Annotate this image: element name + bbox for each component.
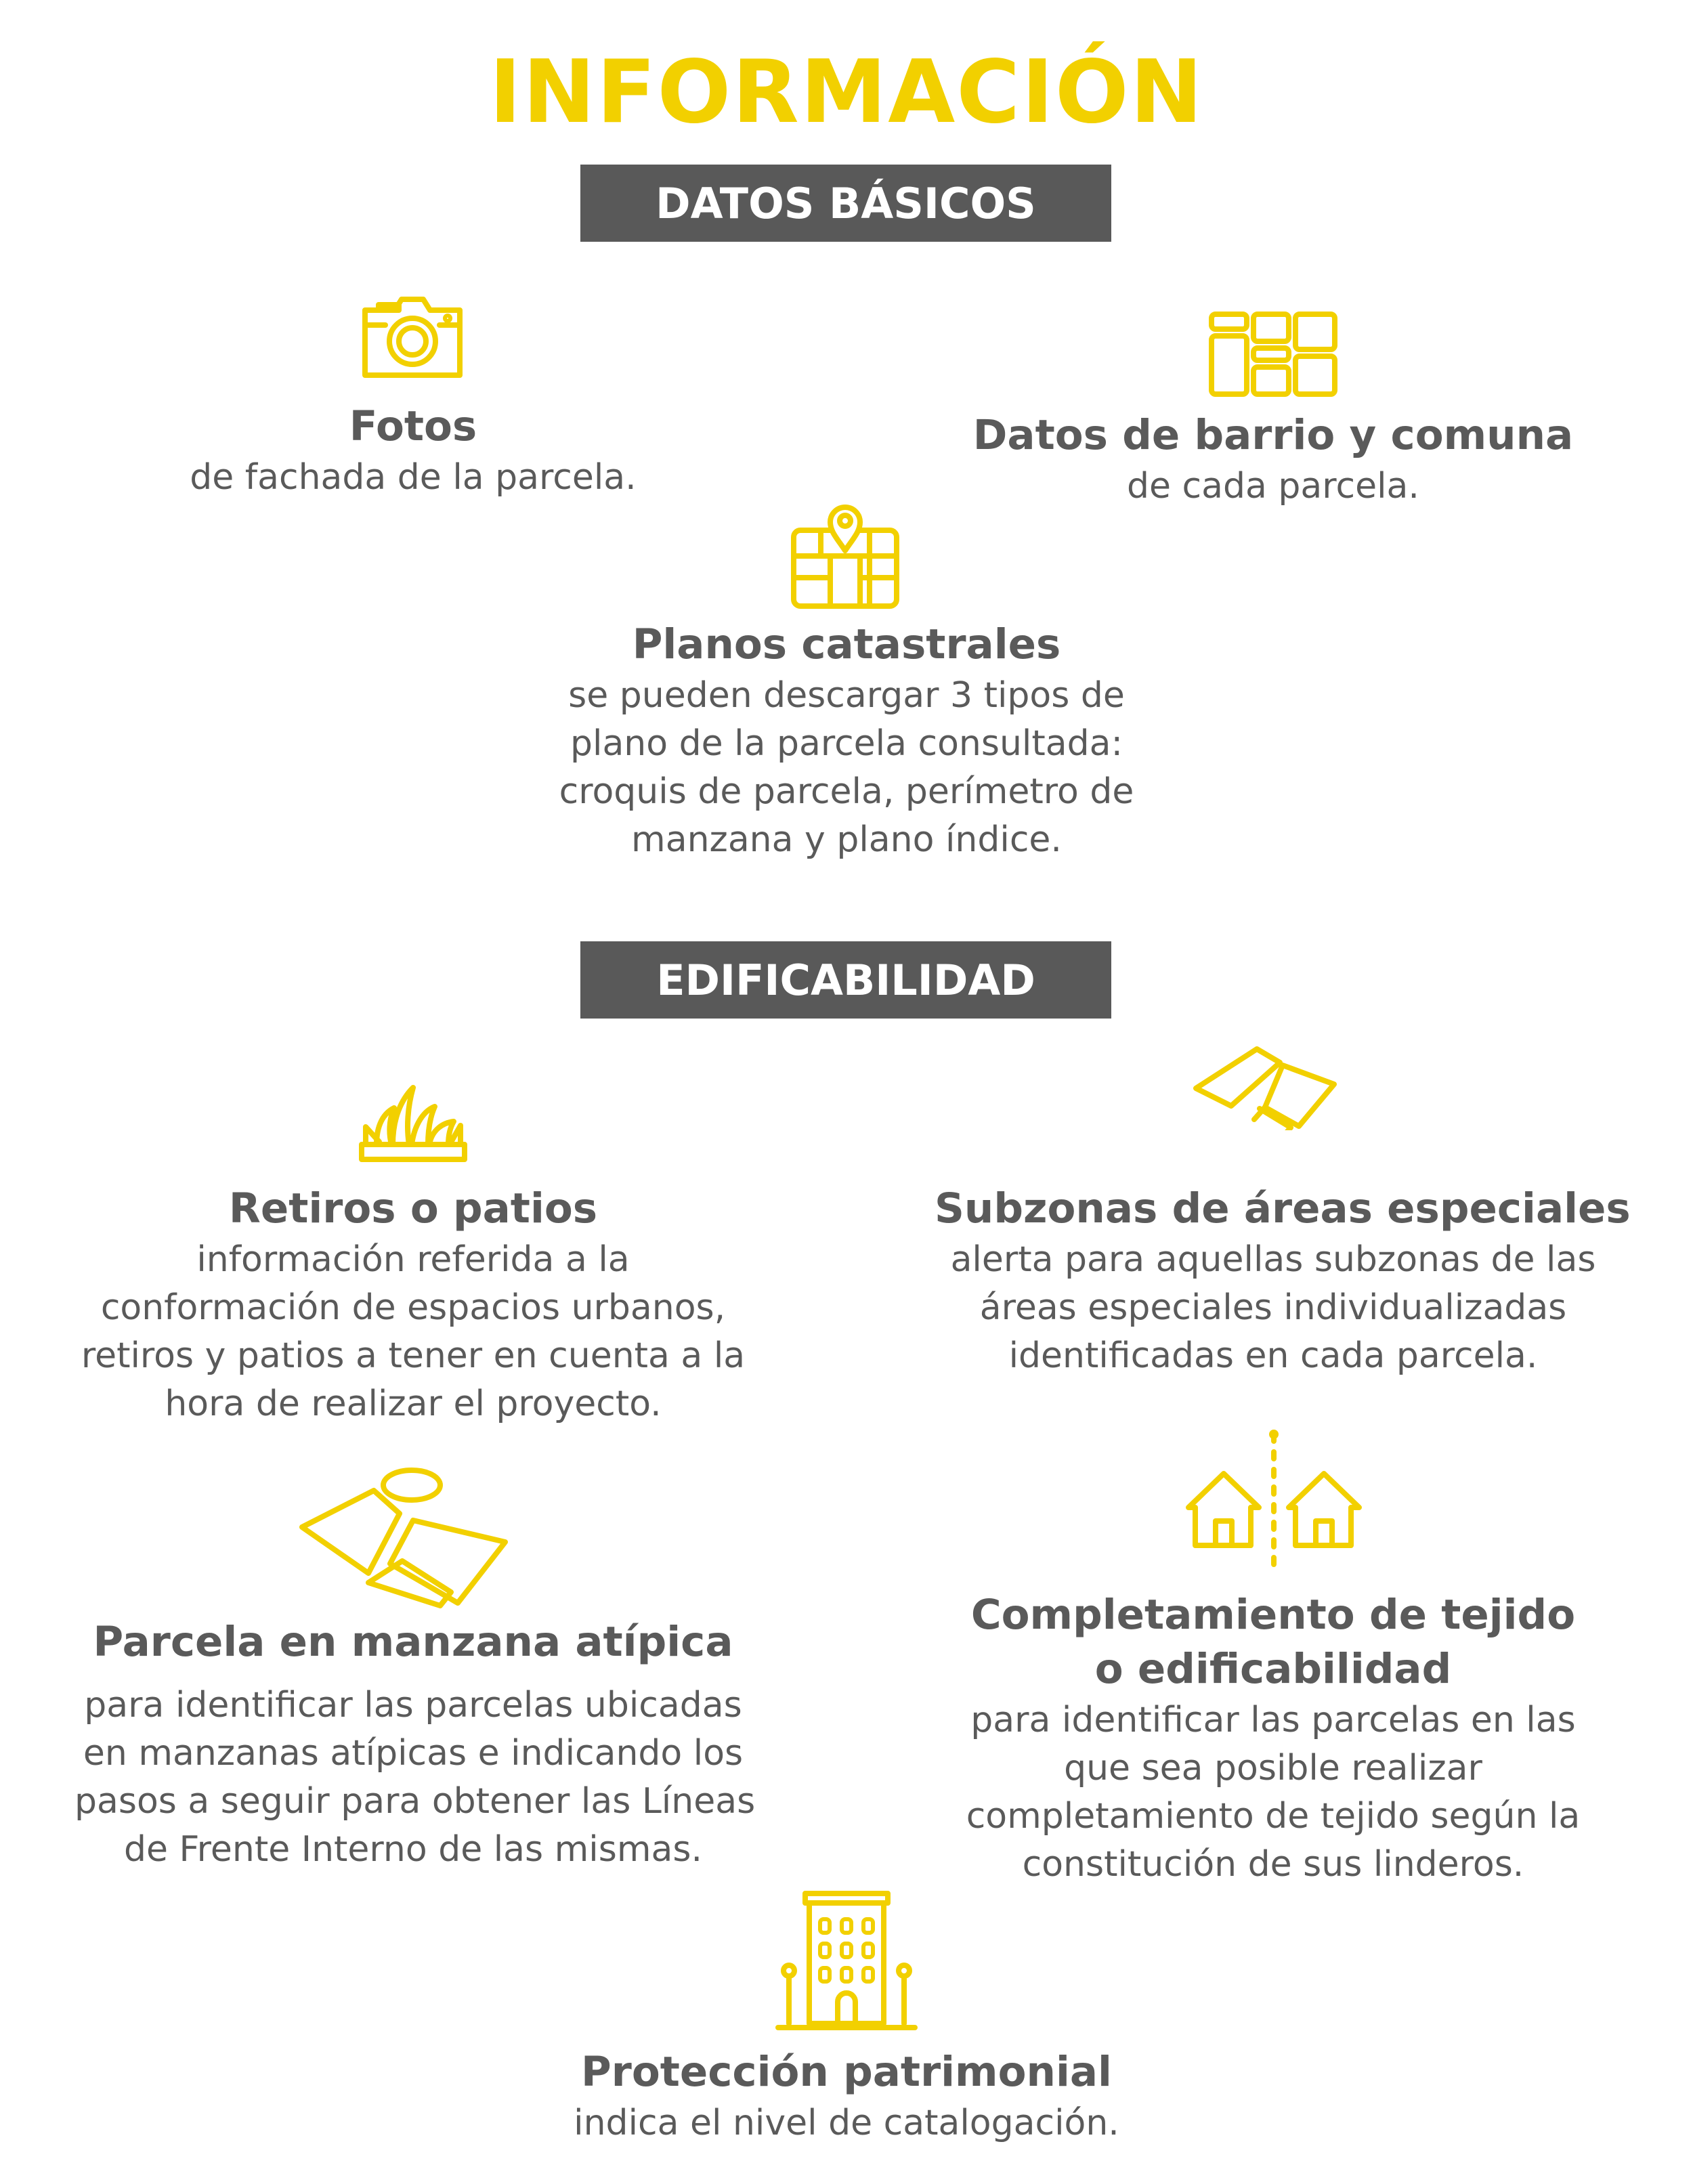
item-description bbox=[935, 1696, 1612, 1889]
description-line: indica el nivel de catalogación. bbox=[574, 2103, 1119, 2143]
description-line: identificadas en cada parcela. bbox=[1008, 1335, 1538, 1376]
item-title: Retiros o patios bbox=[228, 1184, 598, 1233]
description-line: alerta para aquellas subzonas de las bbox=[950, 1239, 1596, 1280]
item-description bbox=[935, 1236, 1612, 1380]
description-line: información referida a la bbox=[196, 1239, 630, 1280]
description-line: completamiento de tejido según la bbox=[966, 1796, 1581, 1837]
description-line: plano de la parcela consultada: bbox=[570, 723, 1123, 764]
description-line: conformación de espacios urbanos, bbox=[100, 1287, 726, 1328]
atypical-block-icon bbox=[298, 1466, 515, 1608]
description-line: para identificar las parcelas ubicadas bbox=[84, 1685, 742, 1726]
item-title-line: Completamiento de tejido bbox=[970, 1591, 1576, 1639]
description-line: de fachada de la parcela. bbox=[190, 457, 637, 498]
description-line: se pueden descargar 3 tipos de bbox=[568, 675, 1125, 716]
page-title: INFORMACIÓN bbox=[489, 42, 1204, 143]
description-line: para identificar las parcelas en las bbox=[970, 1700, 1576, 1740]
description-line: en manzanas atípicas e indicando los bbox=[83, 1733, 744, 1774]
item-completamiento bbox=[935, 1588, 1612, 1889]
description-line: áreas especiales individualizadas bbox=[979, 1287, 1567, 1328]
description-line: retiros y patios a tener en cuenta a la bbox=[81, 1335, 746, 1376]
item-description bbox=[440, 672, 1253, 864]
camera-icon bbox=[361, 291, 464, 379]
item-title: Fotos bbox=[349, 402, 477, 450]
item-description bbox=[935, 463, 1612, 511]
item-atipica bbox=[74, 1615, 756, 1874]
item-description bbox=[440, 2099, 1253, 2147]
item-barrio bbox=[935, 408, 1612, 511]
item-description bbox=[74, 454, 752, 502]
description-line: constitución de sus linderos. bbox=[1022, 1844, 1524, 1885]
item-planos bbox=[440, 618, 1253, 864]
section-banner-edificabilidad: EDIFICABILIDAD bbox=[580, 941, 1111, 1019]
description-line: manzana y plano índice. bbox=[631, 819, 1062, 860]
description-line: que sea posible realizar bbox=[1064, 1748, 1482, 1789]
item-description bbox=[74, 1682, 756, 1874]
section-banner-datos-basicos: DATOS BÁSICOS bbox=[580, 165, 1111, 242]
item-title: Subzonas de áreas especiales bbox=[935, 1184, 1631, 1233]
description-line: hora de realizar el proyecto. bbox=[165, 1384, 662, 1424]
item-fotos bbox=[74, 400, 752, 502]
item-title-line: o edificabilidad bbox=[1094, 1645, 1452, 1693]
description-line: de cada parcela. bbox=[1127, 466, 1419, 507]
houses-divider-icon bbox=[1182, 1429, 1366, 1571]
land-parcels-icon bbox=[1192, 1045, 1341, 1130]
item-title: Datos de barrio y comuna bbox=[972, 411, 1574, 459]
description-line: croquis de parcela, perímetro de bbox=[559, 771, 1134, 812]
item-description bbox=[74, 1236, 752, 1428]
item-title: Protección patrimonial bbox=[581, 2048, 1112, 2096]
grass-icon bbox=[359, 1084, 467, 1162]
grid-layout-icon bbox=[1209, 312, 1337, 397]
item-patrimonial bbox=[440, 2045, 1253, 2147]
item-retiros bbox=[74, 1182, 752, 1428]
item-title: Parcela en manzana atípica bbox=[93, 1618, 733, 1666]
item-title: Planos catastrales bbox=[632, 620, 1061, 668]
map-pin-icon bbox=[790, 496, 901, 610]
description-line: de Frente Interno de las mismas. bbox=[124, 1829, 702, 1870]
heritage-building-icon bbox=[775, 1889, 918, 2032]
description-line: pasos a seguir para obtener las Líneas bbox=[74, 1781, 756, 1822]
item-subzonas bbox=[935, 1182, 1631, 1380]
